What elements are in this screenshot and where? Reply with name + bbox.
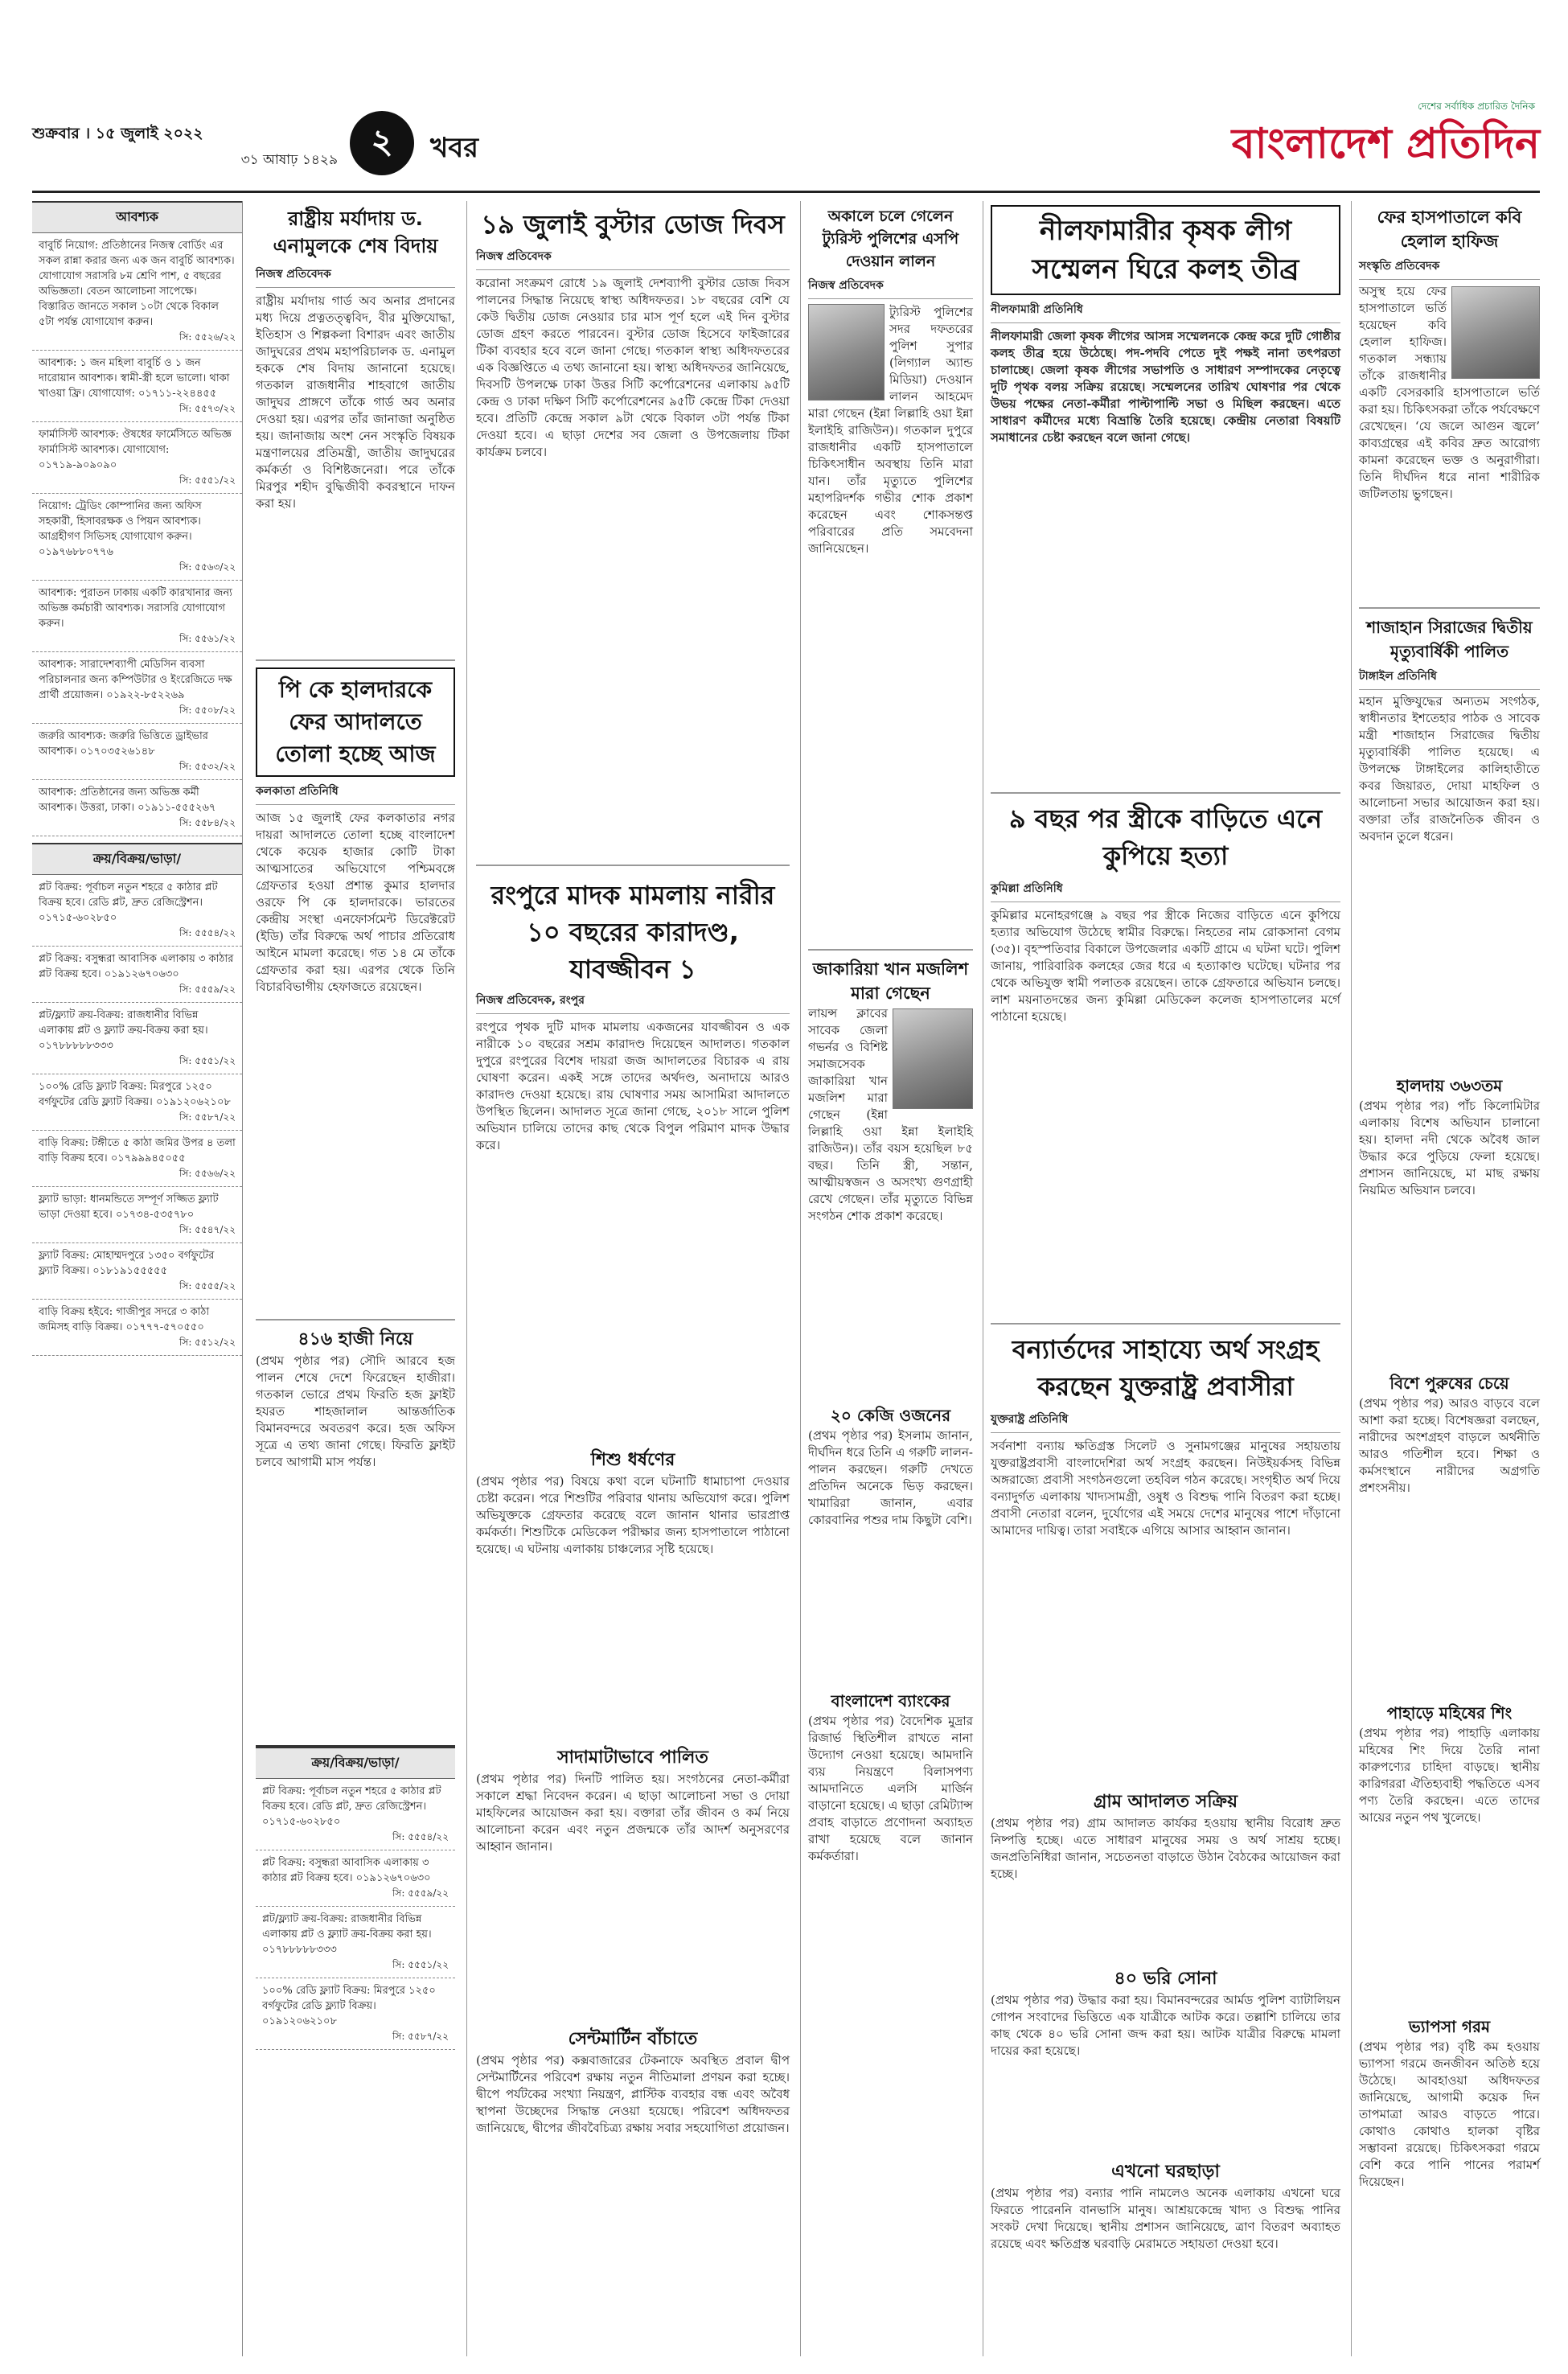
classified-ad (32, 581, 242, 652)
story-pk-haldar (256, 667, 459, 1311)
page-number: ২ (371, 121, 393, 161)
story-headline: বিশে পুরুষের চেয়ে (1389, 1374, 1509, 1393)
story-body: করোনা সংক্রমণ রোধে ১৯ জুলাই দেশব্যাপী বুস্টার ডোজ দিবস পালনের সিদ্ধান্ত নিয়েছে স্বাস্থ্য অধিদফতর। ১৮ বছরের বেশি যে কেউ দ্বিতীয় ডোজ নেওয়ার চার মাস পূর্ণ হলে এই দিন বুস্টার ডোজ গ্রহণ করতে পারবেন। বুস্টার ডোজ হিসেবে ফাইজারের টিকা ব্যবহার হবে বলে জানা গেছে। গতকাল স্বাস্থ্য অধিদফতরের এক বিজ্ঞপ্তিতে এ তথ্য জানানো হয়। স্বাস্থ্য অধিদফতর জানিয়েছে, দিবসটি উপলক্ষে ঢাকা উত্তর সিটি কর্পোরেশনের এলাকায় ৯৫টি কেন্দ্র ও ঢাকা দক্ষিণ সিটি কর্পোরেশনের ৯৫টি কেন্দ্রে টিকা দেওয়া হবে। প্রতিটি কেন্দ্রে সকাল ৯টা থেকে বিকাল ৩টা পর্যন্ত টিকা দেওয়া হবে। এ ছাড়া দেশের সব জেলা ও উপজেলায় টিকা কার্যক্রম চলবে। (476, 276, 794, 459)
classified-ad-code: সি: ৫৫০৮/২২ (179, 704, 236, 716)
story-headline: সাদামাটাভাবে পালিত (557, 1748, 708, 1768)
story-body: রাষ্ট্রীয় মর্যাদায় গার্ড অব অনার প্রদানের মধ্য দিয়ে প্রত্নতত্ত্ববিদ, বীর মুক্তিযোদ্ধা, ইতিহাস ও শিল্পকলা বিশারদ এবং জাতীয় জাদুঘরের প্রথম মহাপরিচালক ড. এনামুল হককে শেষ বিদায় জানানো হয়েছে। গতকাল রাজধানীর শাহবাগে জাতীয় জাদুঘর প্রাঙ্গণে তাঁকে গার্ড অব অনার দেওয়া হয়। এরপর তাঁর জানাজা অনুষ্ঠিত হয়। জানাজায় অংশ নেন সংস্কৃতি বিষয়ক মন্ত্রণালয়ের প্রতিমন্ত্রী, জাতীয় জাদুঘরের কর্মকর্তা ও বিশিষ্টজনেরা। পরে তাঁকে মিরপুর শহীদ বুদ্ধিজীবী কবরস্থানে দাফন করা হয়। (256, 294, 459, 511)
story-halda (1359, 1074, 1544, 1363)
story-headline: জাকারিয়া খান মজলিশ মারা গেছেন (812, 959, 969, 1003)
story-20kg (808, 1403, 977, 1677)
logo (1198, 100, 1540, 188)
story-rangpur (476, 877, 794, 1440)
story-body: (প্রথম পৃষ্ঠার পর) আরও বাড়বে বলে আশা করা হচ্ছে। বিশেষজ্ঞরা বলছেন, নারীদের অংশগ্রহণ বাড়লে অর্থনীতি আরও গতিশীল হবে। শিক্ষা ও কর্মসংস্থানে নারীদের অগ্রগতি প্রশংসনীয়। (1359, 1396, 1544, 1495)
classified-ad-text: প্লট বিক্রয়: পূর্বাচল নতুন শহরে ৫ কাঠার প্লট বিক্রয় হবে। রেডি প্লট, দ্রুত রেজিস্ট্রেশন। ০১৭১৫-৬০২৮৫০ (39, 881, 218, 924)
story-byline: কলকাতা প্রতিনিধি (256, 782, 455, 805)
story-headline: সেন্টমার্টিন বাঁচাতে (568, 2029, 698, 2049)
story-byline: সংস্কৃতি প্রতিবেদক (1359, 257, 1540, 280)
story-body: (প্রথম পৃষ্ঠার পর) ইসলাম জানান, দীর্ঘদিন ধরে তিনি এ গরুটি লালন-পালন করছেন। গরুটি দেখতে প্রতিদিন অনেকে ভিড় করছেন। খামারিরা জানান, এবার কোরবানির পশুর দাম কিছুটা বেশি। (808, 1428, 977, 1527)
classified-ad-code: সি: ৫৫৭৩/২২ (179, 403, 236, 414)
classified-ad (32, 422, 242, 494)
classifieds-list-sale (32, 875, 242, 1356)
story-headline: ১৯ জুলাই বুস্টার ডোজ দিবস (481, 209, 785, 240)
classified-ad-code: সি: ৫৫৬৬/২২ (179, 1168, 236, 1179)
story-headline: বাংলাদেশ ব্যাংকের (831, 1691, 950, 1711)
classified-ad-text: ফ্ল্যাট বিক্রয়: মোহাম্মদপুরে ১৩৫০ বর্গফুটের ফ্ল্যাট বিক্রয়। ০১৮১৯১৫৫৫৫৫ (39, 1250, 215, 1277)
story-headline: রাষ্ট্রীয় মর্যাদায় ড. এনামুলকে শেষ বিদায় (273, 207, 438, 257)
story-body: (প্রথম পৃষ্ঠার পর) গ্রাম আদালত কার্যকর হওয়ায় স্থানীয় বিরোধ দ্রুত নিষ্পত্তি হচ্ছে। এতে সাধারণ মানুষের সময় ও অর্থ সাশ্রয় হচ্ছে। জনপ্রতিনিধিরা জানান, সচেতনতা বাড়াতে উঠান বৈঠকের আয়োজন করা হচ্ছে। (991, 1816, 1344, 1881)
story-sadamata (476, 1745, 794, 2019)
story-body: কুমিল্লার মনোহরগঞ্জে ৯ বছর পর স্ত্রীকে নিজের বাড়িতে এনে কুপিয়ে হত্যার অভিযোগ উঠেছে স্বামীর বিরুদ্ধে। নিহতের নাম রোকসানা বেগম (৩৫)। বৃহস্পতিবার বিকালে উপজেলার একটি গ্রামে এ ঘটনা ঘটে। পুলিশ জানায়, পারিবারিক কলহের জের ধরে এ হত্যাকাণ্ড ঘটেছে। ঘটনার পর থেকে অভিযুক্ত স্বামী পলাতক রয়েছেন। তাকে গ্রেফতারে অভিযান চলছে। লাশ ময়নাতদন্তের জন্য কুমিল্লা মেডিকেল কলেজ হাসপাতালের মর্গে পাঠানো হয়েছে। (991, 908, 1344, 1024)
classified-ad (256, 1850, 455, 1907)
story-byline: যুক্তরাষ্ট্র প্রতিনিধি (991, 1410, 1340, 1433)
story-kumira (991, 800, 1344, 1315)
classified-ad-code: সি: ৫৫৫৪/২২ (179, 927, 236, 939)
classified-ad (32, 1003, 242, 1074)
classified-ad (32, 1187, 242, 1243)
classified-ad-text: নিয়োগ: ট্রেডিং কোম্পানির জন্য অফিস সহকারী, হিসাবরক্ষক ও পিয়ন আবশ্যক। আগ্রহীগণ সিভিসহ যোগাযোগ করুন। ০১৯৭৬৮৮০৭৭৬ (39, 500, 202, 558)
classified-ad-text: প্লট বিক্রয়: বসুন্ধরা আবাসিক এলাকায় ৩ কাঠার প্লট বিক্রয় হবে। ০১৯১২৬৭০৬৩০ (39, 953, 234, 980)
logo-tagline: দেশের সর্বাধিক প্রচারিত দৈনিক (1418, 101, 1535, 112)
story-headline: অকালে চলে গেলেন ট্যুরিস্ট পুলিশের এসপি দেওয়ান লালন (822, 207, 959, 270)
classified-ad (256, 1907, 455, 1978)
story-headline: শিশু ধর্ষণের (590, 1450, 675, 1470)
classified-ad-code: সি: ৫৫৫৯/২২ (392, 1887, 449, 1899)
classified-ad-text: ১০০% রেডি ফ্ল্যাট বিক্রয়: মিরপুরে ১২৫০ বর্গফুটের রেডি ফ্ল্যাট বিক্রয়। ০১৯১২০৬২১০৮ (262, 1985, 436, 2027)
classified-ad-code: সি: ৫৫৬৩/২২ (179, 561, 236, 573)
story-body: ট্যুরিস্ট পুলিশের সদর দফতরের পুলিশ সুপার (লিগ্যাল অ্যান্ড মিডিয়া) দেওয়ান লালন আহমেদ মারা গেছেন (ইন্না লিল্লাহি ওয়া ইন্না ইলাইহি রাজিউন)। গতকাল দুপুরে রাজধানীর একটি হাসপাতালে চিকিৎসাধীন অবস্থায় তিনি মারা যান। তাঁর মৃত্যুতে পুলিশের মহাপরিদর্শক গভীর শোক প্রকাশ করেছেন এবং শোকসন্তপ্ত পরিবারের প্রতি সমবেদনা জানিয়েছেন। (808, 305, 977, 556)
logo-text: বাংলাদেশ প্রতিদিন (1231, 120, 1540, 168)
story-headline: ৪০ ভরি সোনা (1114, 1969, 1217, 1989)
classified-ad-code: সি: ৫৫৮৭/২২ (392, 2031, 449, 2042)
story-headline: নীলফামারীর কৃষক লীগ সম্মেলন ঘিরে কলহ তীব্র (991, 205, 1340, 295)
story-headline: বন্যার্তদের সাহায্যে অর্থ সংগ্রহ করছেন যুক্তরাষ্ট্র প্রবাসীরা (1012, 1334, 1320, 1402)
classified-ad (32, 1074, 242, 1131)
story-gold (991, 1966, 1344, 2151)
classifieds-column (32, 201, 243, 2356)
classified-ad-text: আবশ্যক: প্রতিষ্ঠানের জন্য অভিজ্ঞ কর্মী আবশ্যক। উত্তরা, ঢাকা। ০১৯১১-৫৫৫২৬৭ (39, 787, 216, 814)
classifieds-list-wanted (32, 233, 242, 836)
story-saint-martin (476, 2027, 794, 2356)
classified-ad-code: সি: ৫৫৬১/২২ (179, 633, 236, 644)
story-headline: পাহাড়ে মহিষের শিং (1386, 1703, 1513, 1723)
classified-ad (32, 947, 242, 1003)
classified-ad (32, 1300, 242, 1356)
story-body: (প্রথম পৃষ্ঠার পর) বিষয়ে কথা বলে ঘটনাটি ধামাচাপা দেওয়ার চেষ্টা করেন। পরে শিশুটির পরিবার থানায় অভিযোগ করে। পুলিশ অভিযুক্তকে গ্রেফতার করেছে বলে জানান থানার ভারপ্রাপ্ত কর্মকর্তা। শিশুটিকে মেডিকেল পরীক্ষার জন্য হাসপাতালে পাঠানো হয়েছে। এ ঘটনায় এলাকায় চাঞ্চল্যের সৃষ্টি হয়েছে। (476, 1474, 794, 1556)
story-tourist-police (808, 205, 977, 945)
classified-ad (32, 652, 242, 724)
story-headline: ২০ কেজি ওজনের (830, 1406, 951, 1425)
story-headline: রংপুরে মাদক মামলায় নারীর ১০ বছরের কারাদণ্ড, যাবজ্জীবন ১ (491, 880, 775, 984)
story-headline: শাজাহান সিরাজের দ্বিতীয় মৃত্যুবার্ষিকী পালিত (1366, 618, 1533, 661)
story-body: লায়ন্স ক্লাবের সাবেক জেলা গভর্নর ও বিশিষ্ট সমাজসেবক জাকারিয়া খান মজলিশ মারা গেছেন (ইন্না লিল্লাহি ওয়া ইন্না ইলাইহি রাজিউন)। তাঁর বয়স হয়েছিল ৮৫ বছর। তিনি স্ত্রী, সন্তান, আত্মীয়স্বজন ও অসংখ্য গুণগ্রাহী রেখে গেছেন। তাঁর মৃত্যুতে বিভিন্ন সংগঠন শোক প্রকাশ করেছে। (808, 1006, 977, 1223)
photo-portrait (893, 1008, 973, 1109)
classified-ad-code: সি: ৫৫১২/২২ (179, 1337, 236, 1348)
masthead (32, 97, 1540, 193)
story-body: সর্বনাশা বন্যায় ক্ষতিগ্রস্ত সিলেট ও সুনামগঞ্জের মানুষের সহায়তায় যুক্তরাষ্ট্রপ্রবাসী বাংলাদেশিরা অর্থ সংগ্রহ করছেন। নিউইয়র্কসহ বিভিন্ন অঙ্গরাজ্যে প্রবাসী সংগঠনগুলো তহবিল গঠন করেছে। সংগৃহীত অর্থ দিয়ে বন্যাদুর্গত এলাকায় খাদ্যসামগ্রী, ওষুধ ও বিশুদ্ধ পানি বিতরণ করা হচ্ছে। প্রবাসী নেতারা বলেন, দুর্যোগের এই সময়ে দেশের মানুষের পাশে দাঁড়ানো আমাদের দায়িত্ব। তারা সবাইকে এগিয়ে আসার আহ্বান জানান। (991, 1439, 1344, 1538)
story-headline: ফের হাসপাতালে কবি হেলাল হাফিজ (1377, 207, 1522, 251)
mini-classifieds (256, 1745, 455, 2348)
classified-ad-text: আবশ্যক: ১ জন মহিলা বাবুর্চি ও ১ জন দারোয়ান আবশ্যক। স্বামী-স্ত্রী হলে ভালো। থাকা খাওয়া ফ্রি। যোগাযোগ: ০১৭১১-২২৪৪৫৫ (39, 357, 230, 400)
story-shishu (476, 1448, 794, 1737)
classified-ad-code: সি: ৫৫৩২/২২ (179, 761, 236, 772)
classified-ad (32, 875, 242, 947)
story-zakaria (808, 957, 977, 1391)
story-gram-adalat (991, 1789, 1344, 1958)
photo-portrait (1451, 286, 1540, 379)
classified-ad-code: সি: ৫৫৫৯/২২ (179, 984, 236, 995)
story-headline: এখনো ঘরছাড়া (1111, 2162, 1220, 2182)
story-body: মহান মুক্তিযুদ্ধের অন্যতম সংগঠক, স্বাধীনতার ইশতেহার পাঠক ও সাবেক মন্ত্রী শাজাহান সিরাজের দ্বিতীয় মৃত্যুবার্ষিকী পালিত হয়েছে। এ উপলক্ষে টাঙ্গাইলের কালিহাতীতে কবর জিয়ারত, দোয়া মাহফিল ও আলোচনা সভার আয়োজন করা হয়। বক্তারা তাঁর রাজনৈতিক জীবন ও অবদান তুলে ধরেন। (1359, 694, 1544, 844)
classified-ad (32, 1131, 242, 1187)
story-nilphamari (991, 205, 1345, 784)
story-enamul (256, 205, 459, 655)
story-byline: নিজস্ব প্রতিবেদক, রংপুর (476, 991, 790, 1014)
story-vapsa (1359, 2015, 1544, 2356)
classified-ad-text: ফার্মাসিস্ট আবশ্যক: ঔষধের ফার্মেসিতে অভিজ্ঞ ফার্মাসিস্ট আবশ্যক। যোগাযোগ: ০১৭১৯-৯০৯০৯০ (39, 429, 232, 471)
classified-ad-code: সি: ৫৫৫৪/২২ (392, 1831, 449, 1842)
story-headline: হালদায় ৩৬৩তম (1396, 1076, 1503, 1095)
date-line: শুক্রবার । ১৫ জুলাই ২০২২ (32, 125, 203, 142)
story-body: (প্রথম পৃষ্ঠার পর) কক্সবাজারের টেকনাফে অবস্থিত প্রবাল দ্বীপ সেন্টমার্টিনের পরিবেশ রক্ষায় নতুন নীতিমালা প্রণয়ন করা হচ্ছে। দ্বীপে পর্যটকের সংখ্যা নিয়ন্ত্রণ, প্লাস্টিক ব্যবহার বন্ধ এবং অবৈধ স্থাপনা উচ্ছেদের সিদ্ধান্ত নেওয়া হয়েছে। পরিবেশ অধিদফতর জানিয়েছে, দ্বীপের জীববৈচিত্র্য রক্ষায় সবার সহযোগিতা প্রয়োজন। (476, 2053, 794, 2135)
classified-ad-text: আবশ্যক: পুরাতন ঢাকায় একটি কারখানার জন্য অভিজ্ঞ কর্মচারী আবশ্যক। সরাসরি যোগাযোগ করুন। (39, 587, 232, 630)
classified-ad-text: জরুরি আবশ্যক: জরুরি ভিত্তিতে ড্রাইভার আবশ্যক। ০১৭০৩৫২৬১৪৮ (39, 730, 208, 758)
story-body: (প্রথম পৃষ্ঠার পর) পাহাড়ি এলাকায় মহিষের শিং দিয়ে তৈরি নানা কারুপণ্যের চাহিদা বাড়ছে। স্থানীয় কারিগররা ঐতিহ্যবাহী পদ্ধতিতে এসব পণ্য তৈরি করছেন। এতে তাদের আয়ের নতুন পথ খুলেছে। (1359, 1726, 1544, 1825)
photo-portrait (808, 304, 885, 400)
story-bangladesh-bank (808, 1689, 977, 2356)
story-body: নীলফামারী জেলা কৃষক লীগের আসন্ন সম্মেলনকে কেন্দ্র করে দুটি গোষ্ঠীর কলহ তীব্র হয়ে উঠেছে। পদ-পদবি পেতে দুই পক্ষই নানা তৎপরতা চালাচ্ছে। জেলা কৃষক লীগের সভাপতি ও সাধারণ সম্পাদকের নেতৃত্বে দুটি পৃথক বলয় সক্রিয় রয়েছে। সম্মেলনের তারিখ ঘোষণার পর থেকে উভয় পক্ষের নেতা-কর্মীরা পাল্টাপাল্টি সভা ও মিছিল করছেন। এতে সাধারণ কর্মীদের মধ্যে বিভ্রান্তি তৈরি হয়েছে। কেন্দ্রীয় নেতারা বিষয়টি সমাধানের চেষ্টা করছেন বলে জানা গেছে। (991, 329, 1345, 445)
classified-ad-code: সি: ৫৫৫১/২২ (392, 1959, 449, 1970)
mini-classifieds-list (256, 1779, 455, 2050)
classified-ad (32, 351, 242, 422)
classified-ad-code: সি: ৫৫৫১/২২ (179, 474, 236, 486)
story-pahar (1359, 1701, 1544, 2006)
classified-ad (32, 1243, 242, 1300)
story-byline: নীলফামারী প্রতিনিধি (991, 300, 1340, 323)
story-body: (প্রথম পৃষ্ঠার পর) পাঁচ কিলোমিটার এলাকায় বিশেষ অভিযান চালানো হয়। হালদা নদী থেকে অবৈধ জাল উদ্ধার করে পুড়িয়ে ফেলা হয়েছে। প্রশাসন জানিয়েছে, মা মাছ রক্ষায় নিয়মিত অভিযান চলবে। (1359, 1099, 1544, 1197)
classified-ad-text: প্লট/ফ্ল্যাট ক্রয়-বিক্রয়: রাজধানীর বিভিন্ন এলাকায় প্লট ও ফ্ল্যাট ক্রয়-বিক্রয় করা হয়। ০১৭৮৮৮৮৮৩৩৩ (262, 1913, 432, 1956)
classified-ad (32, 494, 242, 581)
mini-classifieds-title: ক্রয়/বিক্রয়/ভাড়া/ (256, 1747, 455, 1779)
story-headline: ৯ বছর পর স্ত্রীকে বাড়িতে এনে কুপিয়ে হত্যা (1008, 803, 1323, 871)
story-hellal-hafiz (1359, 205, 1544, 599)
classified-ad-text: ফ্ল্যাট ভাড়া: ধানমন্ডিতে সম্পূর্ণ সজ্জিত ফ্ল্যাট ভাড়া দেওয়া হবে। ০১৭৩৪-৫৩৫৭৮০ (39, 1193, 219, 1221)
classified-ad-code: সি: ৫৫৪৭/২২ (179, 1224, 236, 1235)
page-number-badge (350, 111, 414, 175)
story-shahjahan (1359, 615, 1544, 1066)
classified-ad-text: প্লট বিক্রয়: পূর্বাচল নতুন শহরে ৫ কাঠার প্লট বিক্রয় হবে। রেডি প্লট, দ্রুত রেজিস্ট্রেশন। ০১৭১৫-৬০২৮৫০ (262, 1785, 441, 1828)
story-body: (প্রথম পৃষ্ঠার পর) সৌদি আরবে হজ পালন শেষে দেশে ফিরেছেন হাজীরা। গতকাল ভোরে প্রথম ফিরতি হজ ফ্লাইট হযরত শাহজালাল আন্তর্জাতিক বিমানবন্দরে অবতরণ করে। হজ অফিস সূত্রে এ তথ্য জানা গেছে। ফিরতি ফ্লাইট চলবে আগামী মাস পর্যন্ত। (256, 1353, 459, 1469)
classified-ad-text: প্লট/ফ্ল্যাট ক্রয়-বিক্রয়: রাজধানীর বিভিন্ন এলাকায় প্লট ও ফ্ল্যাট ক্রয়-বিক্রয় করা হয়। ০১৭৮৮৮৮৮৩৩৩ (39, 1009, 208, 1052)
date-line-bangla: ৩১ আষাঢ় ১৪২৯ (240, 152, 338, 168)
story-bishe (1359, 1371, 1544, 1693)
classified-ad (256, 1978, 455, 2050)
story-byline: নিজস্ব প্রতিবেদক (256, 265, 455, 288)
classified-ad-code: সি: ৫৫৫৫/২২ (179, 1280, 236, 1292)
classified-ad-text: বাড়ি বিক্রয়: টঙ্গীতে ৫ কাঠা জমির উপর ৪ তলা বাড়ি বিক্রয় হবে। ০১৭৯৯৯৪৫০৫৫ (39, 1137, 236, 1164)
section-label: খবর (430, 132, 478, 164)
story-body: আজ ১৫ জুলাই ফের কলকাতার নগর দায়রা আদালতে তোলা হচ্ছে বাংলাদেশ থেকে কয়েক হাজার কোটি টাকা আত্মসাতের অভিযোগে পশ্চিমবঙ্গে গ্রেফতার হওয়া প্রশান্ত কুমার হালদার ওরফে পি কে হালদারকে। ভারতের কেন্দ্রীয় সংস্থা এনফোর্সমেন্ট ডিরেক্টরেট (ইডি) তাঁর বিরুদ্ধে অর্থ পাচার প্রতিরোধ আইনে মামলা করেছে। গত ১৪ মে তাঁকে গ্রেফতার করা হয়। এরপর থেকে তিনি বিচারবিভাগীয় হেফাজতে রয়েছেন। (256, 811, 459, 994)
classifieds-title-wanted: আবশ্যক (32, 201, 242, 233)
story-headline: পি কে হালদারকে ফের আদালতে তোলা হচ্ছে আজ (256, 667, 455, 777)
story-headline: গ্রাম আদালত সক্রিয় (1093, 1792, 1238, 1812)
story-headline: ভ্যাপসা গরম (1408, 2017, 1491, 2036)
story-byline: টাঙ্গাইল প্রতিনিধি (1359, 667, 1540, 690)
story-byline: কুমিল্লা প্রতিনিধি (991, 879, 1340, 902)
story-body: (প্রথম পৃষ্ঠার পর) দিনটি পালিত হয়। সংগঠনের নেতা-কর্মীরা সকালে শ্রদ্ধা নিবেদন করেন। এ ছাড়া আলোচনা সভা ও দোয়া মাহফিলের আয়োজন করা হয়। বক্তারা তাঁর জীবন ও কর্ম নিয়ে আলোচনা করেন এবং নতুন প্রজন্মকে তাঁর আদর্শ অনুসরণের আহ্বান জানান। (476, 1772, 794, 1854)
story-body: অসুস্থ হয়ে ফের হাসপাতালে ভর্তি হয়েছেন কবি হেলাল হাফিজ। গতকাল সন্ধ্যায় তাঁকে রাজধানীর একটি বেসরকারি হাসপাতালে ভর্তি করা হয়। চিকিৎসকরা তাঁকে পর্যবেক্ষণে রেখেছেন। ‘যে জলে আগুন জ্বলে’ কাব্যগ্রন্থের এই কবির দ্রুত আরোগ্য কামনা করেছেন ভক্ত ও অনুরাগীরা। তিনি দীর্ঘদিন ধরে নানা শারীরিক জটিলতায় ভুগছেন। (1359, 284, 1544, 501)
classified-ad-code: সি: ৫৫৮৭/২২ (179, 1111, 236, 1123)
story-booster (476, 205, 794, 856)
classified-ad-code: সি: ৫৫২৬/২২ (179, 331, 236, 343)
story-hajj (256, 1327, 459, 1729)
story-headline: ৪১৬ হাজী নিয়ে (298, 1329, 413, 1349)
classified-ad-text: ১০০% রেডি ফ্ল্যাট বিক্রয়: মিরপুরে ১২৫০ বর্গফুটের রেডি ফ্ল্যাট বিক্রয়। ০১৯১২০৬২১০৮ (39, 1081, 231, 1108)
classified-ad (256, 1779, 455, 1850)
classified-ad-text: আবশ্যক: সারাদেশব্যাপী মেডিসিন ব্যবসা পরিচালনার জন্য কম্পিউটার ও ইংরেজিতে দক্ষ প্রার্থী প্রয়োজন। ০১৯২২-৮৫২২৬৯ (39, 659, 232, 701)
story-byline: নিজস্ব প্রতিবেদক (808, 276, 973, 299)
story-body: (প্রথম পৃষ্ঠার পর) বৈদেশিক মুদ্রার রিজার্ভ স্থিতিশীল রাখতে নানা উদ্যোগ নেওয়া হয়েছে। আমদানি ব্যয় নিয়ন্ত্রণে বিলাসপণ্য আমদানিতে এলসি মার্জিন বাড়ানো হয়েছে। এ ছাড়া রেমিট্যান্স প্রবাহ বাড়াতে প্রণোদনা অব্যাহত রাখা হয়েছে বলে জানান কর্মকর্তারা। (808, 1714, 977, 1863)
classified-ad (32, 233, 242, 351)
classified-ad-text: প্লট বিক্রয়: বসুন্ধরা আবাসিক এলাকায় ৩ কাঠার প্লট বিক্রয় হবে। ০১৯১২৬৭০৬৩০ (262, 1857, 431, 1884)
classified-ad-code: সি: ৫৫৮৪/২২ (179, 817, 236, 828)
classified-ad-text: বাড়ি বিক্রয় হইবে: গাজীপুর সদরে ৩ কাঠা জমিসহ বাড়ি বিক্রয়। ০১৭৭৭-৫৭০৫৫০ (39, 1306, 210, 1333)
classified-ad-text: বাবুর্চি নিয়োগ: প্রতিষ্ঠানের নিজস্ব বোর্ডিং এর সকল রান্না করার জন্য এক জন বাবুর্চি আবশ্যক। যোগাযোগ সরাসরি ৮ম শ্রেণি পাশ, ৫ বছরের অভিজ্ঞতা। বেতন আলোচনা সাপেক্ষে। বিস্তারিত জানতে সকাল ১০টা থেকে বিকাল ৫টা পর্যন্ত যোগাযোগ করুন। (39, 240, 235, 328)
story-body: রংপুরে পৃথক দুটি মাদক মামলায় একজনের যাবজ্জীবন ও এক নারীকে ১০ বছরের সশ্রম কারাদণ্ড দিয়েছেন আদালত। গতকাল দুপুরে রংপুরের বিশেষ দায়রা জজ আদালতের বিচারক এ রায় ঘোষণা করেন। একই সঙ্গে তাদের অর্থদণ্ড, অনাদায়ে আরও কারাদণ্ড দেওয়া হয়েছে। রায় ঘোষণার সময় আসামিরা আদালতে উপস্থিত ছিলেন। আদালত সূত্রে জানা গেছে, ২০১৮ সালে পুলিশ অভিযান চালিয়ে তাদের কাছ থেকে বিপুল পরিমাণ মাদক উদ্ধার করে। (476, 1020, 794, 1152)
classified-ad-code: সি: ৫৫৫১/২২ (179, 1055, 236, 1066)
story-ekhono (991, 2159, 1344, 2356)
story-byline: নিজস্ব প্রতিবেদক (476, 247, 790, 270)
classified-ad (32, 780, 242, 836)
story-body: (প্রথম পৃষ্ঠার পর) বৃষ্টি কম হওয়ায় ভ্যাপসা গরমে জনজীবন অতিষ্ঠ হয়ে উঠেছে। আবহাওয়া অধিদফতর জানিয়েছে, আগামী কয়েক দিন তাপমাত্রা আরও বাড়তে পারে। কোথাও কোথাও হালকা বৃষ্টির সম্ভাবনা রয়েছে। চিকিৎসকরা গরমে বেশি করে পানি পানের পরামর্শ দিয়েছেন। (1359, 2039, 1544, 2189)
classified-ad (32, 724, 242, 780)
classifieds-title-sale: ক্রয়/বিক্রয়/ভাড়া/ (32, 843, 242, 875)
story-body: (প্রথম পৃষ্ঠার পর) বন্যার পানি নামলেও অনেক এলাকায় এখনো ঘরে ফিরতে পারেননি বানভাসি মানুষ। আশ্রয়কেন্দ্রে খাদ্য ও বিশুদ্ধ পানির সংকট দেখা দিয়েছে। স্থানীয় প্রশাসন জানিয়েছে, ত্রাণ বিতরণ অব্যাহত রয়েছে এবং ক্ষতিগ্রস্ত ঘরবাড়ি মেরামতে সহায়তা দেওয়া হবে। (991, 2186, 1344, 2251)
story-usa-expats (991, 1331, 1344, 1781)
story-body: (প্রথম পৃষ্ঠার পর) উদ্ধার করা হয়। বিমানবন্দরের আর্মড পুলিশ ব্যাটালিয়ন গোপন সংবাদের ভিত্তিতে এক যাত্রীকে আটক করে। তল্লাশি চালিয়ে তার কাছ থেকে ৪০ ভরি সোনা জব্দ করা হয়। আটক যাত্রীর বিরুদ্ধে মামলা দায়ের করা হয়েছে। (991, 1993, 1344, 2058)
